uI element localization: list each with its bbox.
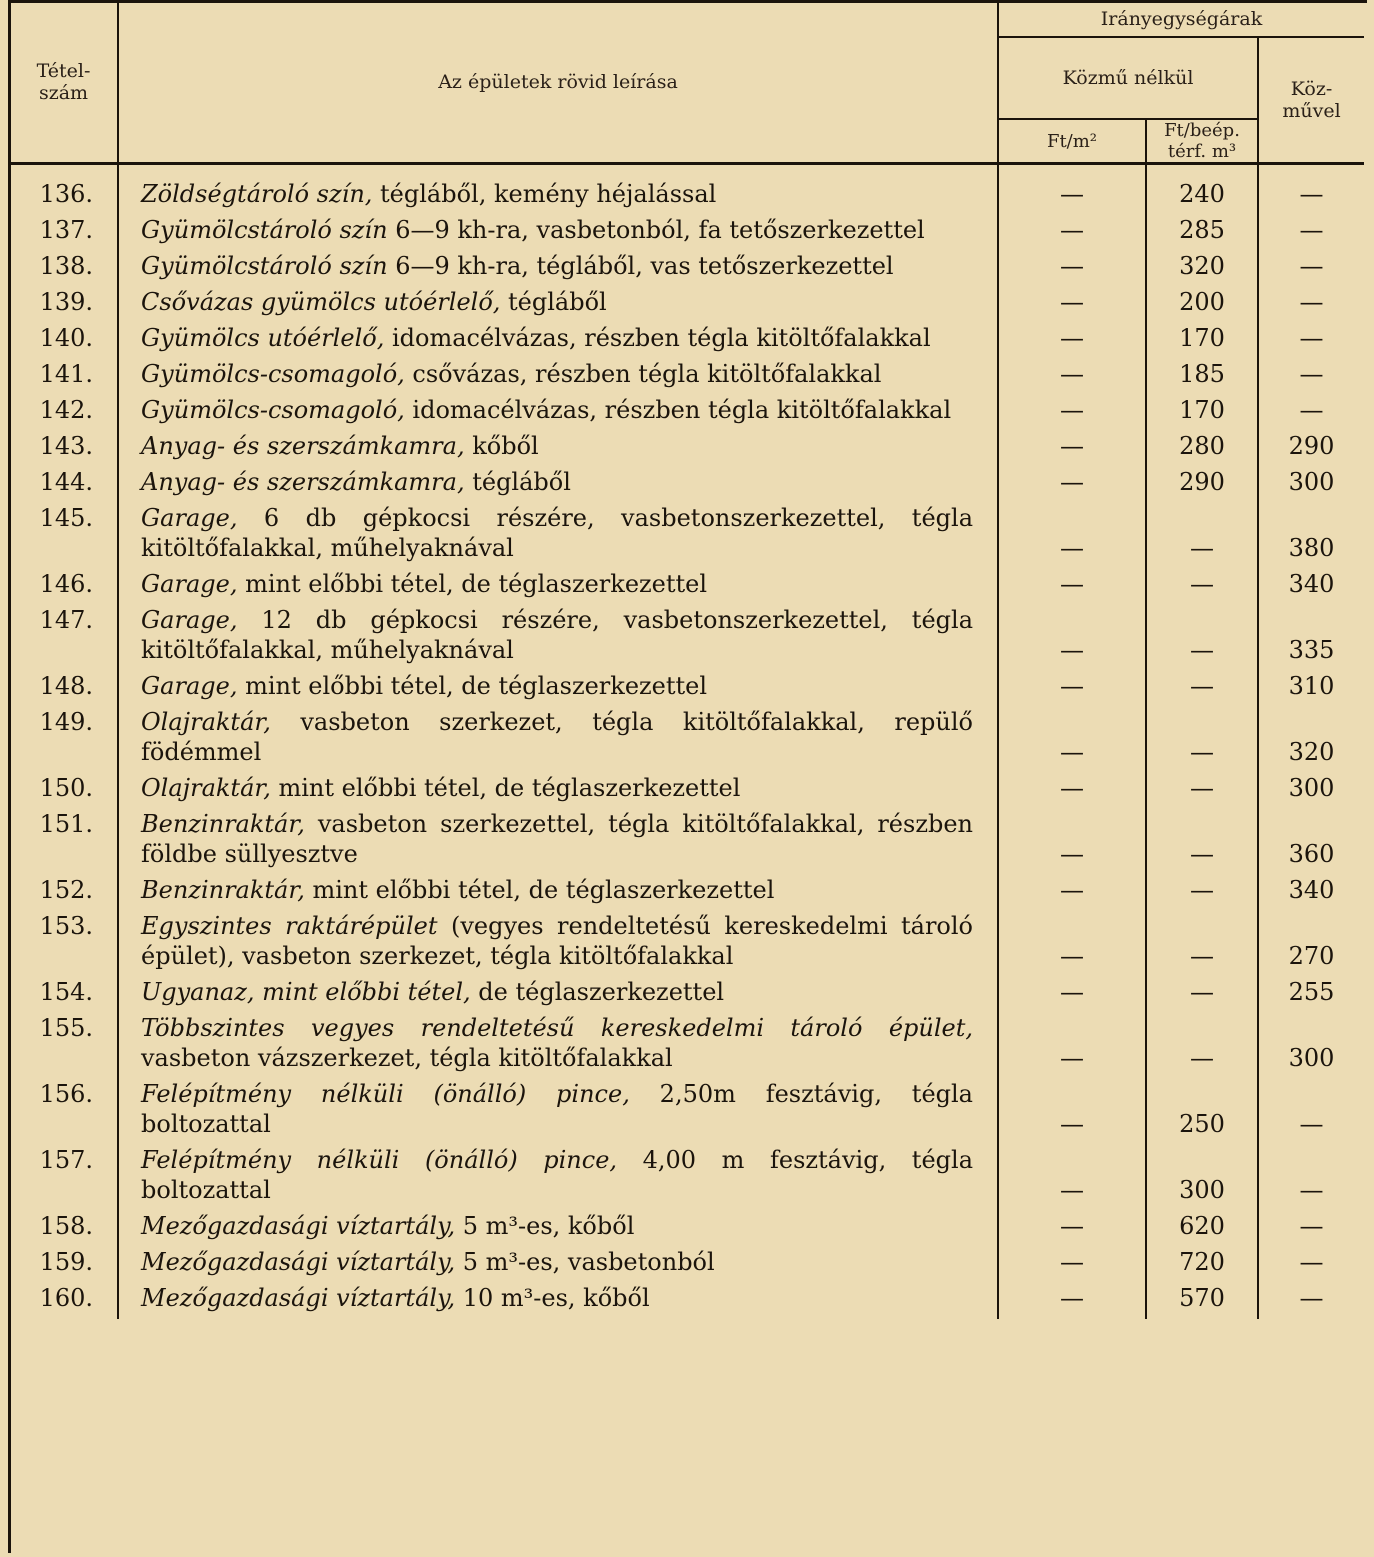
- table-row: [10, 467, 1364, 503]
- table-row: [10, 1283, 1364, 1319]
- row-number: 150.: [39, 774, 93, 802]
- row-number: 142.: [39, 396, 93, 424]
- value-ft-m2: —: [998, 1247, 1146, 1283]
- value-kozmuvel: 340: [1258, 875, 1364, 911]
- row-title: Mezőgazdasági víztartály,: [141, 1212, 456, 1240]
- row-text: tégláből, kemény héjalással: [372, 180, 717, 208]
- row-text: 2,50m fesztávig, tégla boltozattal: [141, 1080, 973, 1138]
- row-title: Felépítmény nélküli (önálló) pince,: [141, 1146, 618, 1174]
- row-number: 156.: [39, 1080, 93, 1108]
- row-title: Garage,: [141, 504, 238, 532]
- header-tetelszam: Tétel- szám: [36, 60, 91, 104]
- row-title: Olajraktár,: [141, 708, 271, 736]
- row-number: 148.: [39, 672, 93, 700]
- value-ft-m3: —: [1146, 911, 1258, 977]
- table-row: [10, 431, 1364, 467]
- row-number: 153.: [39, 912, 93, 940]
- row-description: [118, 671, 998, 707]
- value-ft-m3: 285: [1146, 215, 1258, 251]
- row-number: 146.: [39, 570, 93, 598]
- row-description: [118, 395, 998, 431]
- value-ft-m2: —: [998, 431, 1146, 467]
- row-number: 136.: [39, 180, 93, 208]
- header-leiras: Az épületek rövid leírása: [118, 2, 998, 164]
- row-description: [118, 287, 998, 323]
- row-title: Anyag- és szerszámkamra,: [141, 468, 465, 496]
- value-ft-m2: —: [998, 569, 1146, 605]
- row-number: 145.: [39, 504, 93, 532]
- value-ft-m2: —: [998, 605, 1146, 671]
- row-number: 137.: [39, 216, 93, 244]
- row-title: Gyümölcs-csomagoló,: [141, 396, 405, 424]
- table-body: [10, 164, 1364, 1320]
- value-kozmuvel: —: [1258, 1211, 1364, 1247]
- row-text: mint előbbi tétel, de téglaszerkezettel: [270, 774, 741, 802]
- table-row: [10, 1079, 1364, 1145]
- row-description: [118, 605, 998, 671]
- value-ft-m2: —: [998, 1013, 1146, 1079]
- table-row: [10, 395, 1364, 431]
- row-number: 147.: [39, 606, 93, 634]
- value-ft-m3: —: [1146, 605, 1258, 671]
- row-description: [118, 1247, 998, 1283]
- row-title: Ugyanaz, mint előbbi tétel,: [141, 978, 471, 1006]
- value-ft-m2: —: [998, 251, 1146, 287]
- row-number: 158.: [39, 1212, 93, 1240]
- price-table: [10, 2, 1364, 1319]
- row-title: Mezőgazdasági víztartály,: [141, 1248, 456, 1276]
- row-description: [118, 707, 998, 773]
- row-number: 144.: [39, 468, 93, 496]
- value-kozmuvel: 380: [1258, 503, 1364, 569]
- value-ft-m2: —: [998, 809, 1146, 875]
- row-description: [118, 773, 998, 809]
- value-ft-m2: —: [998, 1283, 1146, 1319]
- row-title: Garage,: [141, 570, 238, 598]
- header-ft-beep: Ft/beép. térf. m³: [1146, 119, 1258, 164]
- row-title: Gyümölcs-csomagoló,: [141, 360, 405, 388]
- row-text: tégláből: [464, 468, 571, 496]
- row-title: Csővázas gyümölcs utóérlelő,: [141, 288, 501, 316]
- value-kozmuvel: 310: [1258, 671, 1364, 707]
- row-text: tégláből: [500, 288, 607, 316]
- row-text: vasbeton szerkezettel, tégla kitöltőfalakkal, részben földbe süllyesztve: [141, 810, 973, 868]
- table-row: [10, 671, 1364, 707]
- value-ft-m3: 320: [1146, 251, 1258, 287]
- row-title: Mezőgazdasági víztartály,: [141, 1284, 456, 1312]
- row-number: 139.: [39, 288, 93, 316]
- row-description: [118, 323, 998, 359]
- header-kozmuvel: Köz- művel: [1258, 37, 1364, 164]
- value-ft-m3: 720: [1146, 1247, 1258, 1283]
- row-text: de téglaszerkezettel: [470, 978, 725, 1006]
- value-ft-m2: —: [998, 467, 1146, 503]
- value-ft-m3: 250: [1146, 1079, 1258, 1145]
- row-title: Gyümölcstároló szín: [141, 216, 388, 244]
- value-ft-m3: —: [1146, 809, 1258, 875]
- header-iranyegysegarak: Irányegységárak: [998, 2, 1364, 37]
- value-kozmuvel: —: [1258, 1247, 1364, 1283]
- table-row: [10, 977, 1364, 1013]
- row-text: vasbeton vázszerkezet, tégla kitöltőfalakkal: [141, 1044, 673, 1072]
- value-ft-m3: 200: [1146, 287, 1258, 323]
- value-ft-m3: —: [1146, 569, 1258, 605]
- row-description: [118, 1283, 998, 1319]
- row-number: 140.: [39, 324, 93, 352]
- value-ft-m2: —: [998, 215, 1146, 251]
- table-row: [10, 179, 1364, 215]
- value-kozmuvel: —: [1258, 359, 1364, 395]
- value-ft-m2: —: [998, 503, 1146, 569]
- value-ft-m3: —: [1146, 875, 1258, 911]
- row-description: [118, 1211, 998, 1247]
- row-number: 160.: [39, 1284, 93, 1312]
- value-ft-m2: —: [998, 323, 1146, 359]
- value-kozmuvel: 270: [1258, 911, 1364, 977]
- row-text: csővázas, részben tégla kitöltőfalakkal: [404, 360, 882, 388]
- header-kozmu-nelkul: Közmű nélkül: [998, 37, 1258, 119]
- row-description: [118, 977, 998, 1013]
- table-row: [10, 1211, 1364, 1247]
- value-ft-m2: —: [998, 977, 1146, 1013]
- table-row: [10, 911, 1364, 977]
- row-title: Benzinraktár,: [141, 876, 305, 904]
- table-row: [10, 1145, 1364, 1211]
- row-description: [118, 1079, 998, 1145]
- row-text: 12 db gépkocsi részére, vasbetonszerkezettel, tégla kitöltőfalakkal, műhelyaknával: [141, 606, 973, 664]
- row-number: 149.: [39, 708, 93, 736]
- value-kozmuvel: —: [1258, 287, 1364, 323]
- value-kozmuvel: 320: [1258, 707, 1364, 773]
- row-text: mint előbbi tétel, de téglaszerkezettel: [237, 672, 708, 700]
- row-description: [118, 911, 998, 977]
- row-number: 152.: [39, 876, 93, 904]
- row-description: [118, 503, 998, 569]
- table-row: [10, 1247, 1364, 1283]
- row-title: Garage,: [141, 672, 238, 700]
- row-description: [118, 215, 998, 251]
- row-description: [118, 875, 998, 911]
- value-kozmuvel: 300: [1258, 1013, 1364, 1079]
- row-text: mint előbbi tétel, de téglaszerkezettel: [304, 876, 775, 904]
- value-ft-m2: —: [998, 287, 1146, 323]
- value-ft-m3: —: [1146, 773, 1258, 809]
- value-ft-m2: —: [998, 1211, 1146, 1247]
- row-title: Benzinraktár,: [141, 810, 305, 838]
- value-ft-m3: —: [1146, 503, 1258, 569]
- table-row: [10, 605, 1364, 671]
- table-row: [10, 569, 1364, 605]
- value-ft-m2: —: [998, 359, 1146, 395]
- row-number: 138.: [39, 252, 93, 280]
- row-description: [118, 251, 998, 287]
- value-ft-m3: 300: [1146, 1145, 1258, 1211]
- row-text: mint előbbi tétel, de téglaszerkezettel: [237, 570, 708, 598]
- table-row: [10, 773, 1364, 809]
- row-number: 151.: [39, 810, 93, 838]
- row-title: Többszintes vegyes rendeltetésű kereskedelmi tároló épület,: [141, 1014, 973, 1042]
- value-ft-m3: —: [1146, 1013, 1258, 1079]
- row-description: [118, 569, 998, 605]
- value-ft-m3: 570: [1146, 1283, 1258, 1319]
- row-text: 6—9 kh-ra, tégláből, vas tetőszerkezettel: [387, 252, 894, 280]
- value-kozmuvel: 300: [1258, 467, 1364, 503]
- value-kozmuvel: 290: [1258, 431, 1364, 467]
- row-title: Gyümölcstároló szín: [141, 252, 388, 280]
- value-ft-m3: 280: [1146, 431, 1258, 467]
- value-ft-m3: —: [1146, 707, 1258, 773]
- row-description: [118, 179, 998, 215]
- value-kozmuvel: 340: [1258, 569, 1364, 605]
- value-kozmuvel: —: [1258, 251, 1364, 287]
- value-kozmuvel: —: [1258, 215, 1364, 251]
- row-number: 157.: [39, 1146, 93, 1174]
- value-kozmuvel: —: [1258, 1079, 1364, 1145]
- row-number: 155.: [39, 1014, 93, 1042]
- value-ft-m3: 240: [1146, 179, 1258, 215]
- table-row: [10, 323, 1364, 359]
- table-row: [10, 503, 1364, 569]
- row-title: Garage,: [141, 606, 238, 634]
- row-text: (vegyes rendeltetésű kereskedelmi tároló épület), vasbeton szerkezet, tégla kitöltőfalakkal: [141, 912, 973, 970]
- value-ft-m3: 620: [1146, 1211, 1258, 1247]
- value-kozmuvel: —: [1258, 1283, 1364, 1319]
- value-kozmuvel: —: [1258, 323, 1364, 359]
- value-ft-m2: —: [998, 911, 1146, 977]
- value-ft-m2: —: [998, 395, 1146, 431]
- value-kozmuvel: 300: [1258, 773, 1364, 809]
- row-description: [118, 467, 998, 503]
- row-description: [118, 431, 998, 467]
- value-kozmuvel: —: [1258, 395, 1364, 431]
- value-kozmuvel: 360: [1258, 809, 1364, 875]
- row-title: Anyag- és szerszámkamra,: [141, 432, 465, 460]
- row-title: Felépítmény nélküli (önálló) pince,: [141, 1080, 630, 1108]
- value-ft-m2: —: [998, 1145, 1146, 1211]
- row-title: Egyszintes raktárépület: [141, 912, 438, 940]
- row-text: 6—9 kh-ra, vasbetonból, fa tetőszerkezettel: [387, 216, 925, 244]
- value-ft-m2: —: [998, 1079, 1146, 1145]
- row-text: 10 m³-es, kőből: [455, 1284, 650, 1312]
- table-row: [10, 251, 1364, 287]
- value-ft-m3: 170: [1146, 395, 1258, 431]
- value-kozmuvel: 255: [1258, 977, 1364, 1013]
- row-description: [118, 1145, 998, 1211]
- table-row: [10, 1013, 1364, 1079]
- table-row: [10, 215, 1364, 251]
- row-text: idomacélvázas, részben tégla kitöltőfalakkal: [404, 396, 952, 424]
- value-ft-m3: —: [1146, 977, 1258, 1013]
- value-kozmuvel: —: [1258, 1145, 1364, 1211]
- row-description: [118, 1013, 998, 1079]
- row-number: 141.: [39, 360, 93, 388]
- row-title: Zöldségtároló szín,: [141, 180, 373, 208]
- table-row: [10, 707, 1364, 773]
- row-number: 143.: [39, 432, 93, 460]
- row-number: 154.: [39, 978, 93, 1006]
- row-text: kőből: [464, 432, 539, 460]
- value-ft-m3: 185: [1146, 359, 1258, 395]
- table-row: [10, 875, 1364, 911]
- row-text: 5 m³-es, vasbetonból: [455, 1248, 715, 1276]
- value-ft-m2: —: [998, 671, 1146, 707]
- table-row: [10, 809, 1364, 875]
- row-text: vasbeton szerkezet, tégla kitöltőfalakkal, repülő födémmel: [141, 708, 973, 766]
- table-row: [10, 359, 1364, 395]
- value-ft-m2: —: [998, 707, 1146, 773]
- value-ft-m3: —: [1146, 671, 1258, 707]
- value-ft-m3: 290: [1146, 467, 1258, 503]
- table-row: [10, 287, 1364, 323]
- row-title: Gyümölcs utóérlelő,: [141, 324, 385, 352]
- value-ft-m2: —: [998, 875, 1146, 911]
- value-kozmuvel: 335: [1258, 605, 1364, 671]
- row-number: 159.: [39, 1248, 93, 1276]
- header-ft-m2: Ft/m²: [998, 119, 1146, 164]
- row-text: 4,00 m fesztávig, tégla boltozattal: [141, 1146, 974, 1204]
- value-ft-m2: —: [998, 773, 1146, 809]
- row-description: [118, 809, 998, 875]
- value-ft-m2: —: [998, 179, 1146, 215]
- row-text: 5 m³-es, kőből: [455, 1212, 635, 1240]
- row-text: idomacélvázas, részben tégla kitöltőfalakkal: [384, 324, 931, 352]
- value-ft-m3: 170: [1146, 323, 1258, 359]
- value-kozmuvel: —: [1258, 179, 1364, 215]
- row-text: 6 db gépkocsi részére, vasbetonszerkezettel, tégla kitöltőfalakkal, műhelyaknával: [141, 504, 973, 562]
- row-title: Olajraktár,: [141, 774, 271, 802]
- row-description: [118, 359, 998, 395]
